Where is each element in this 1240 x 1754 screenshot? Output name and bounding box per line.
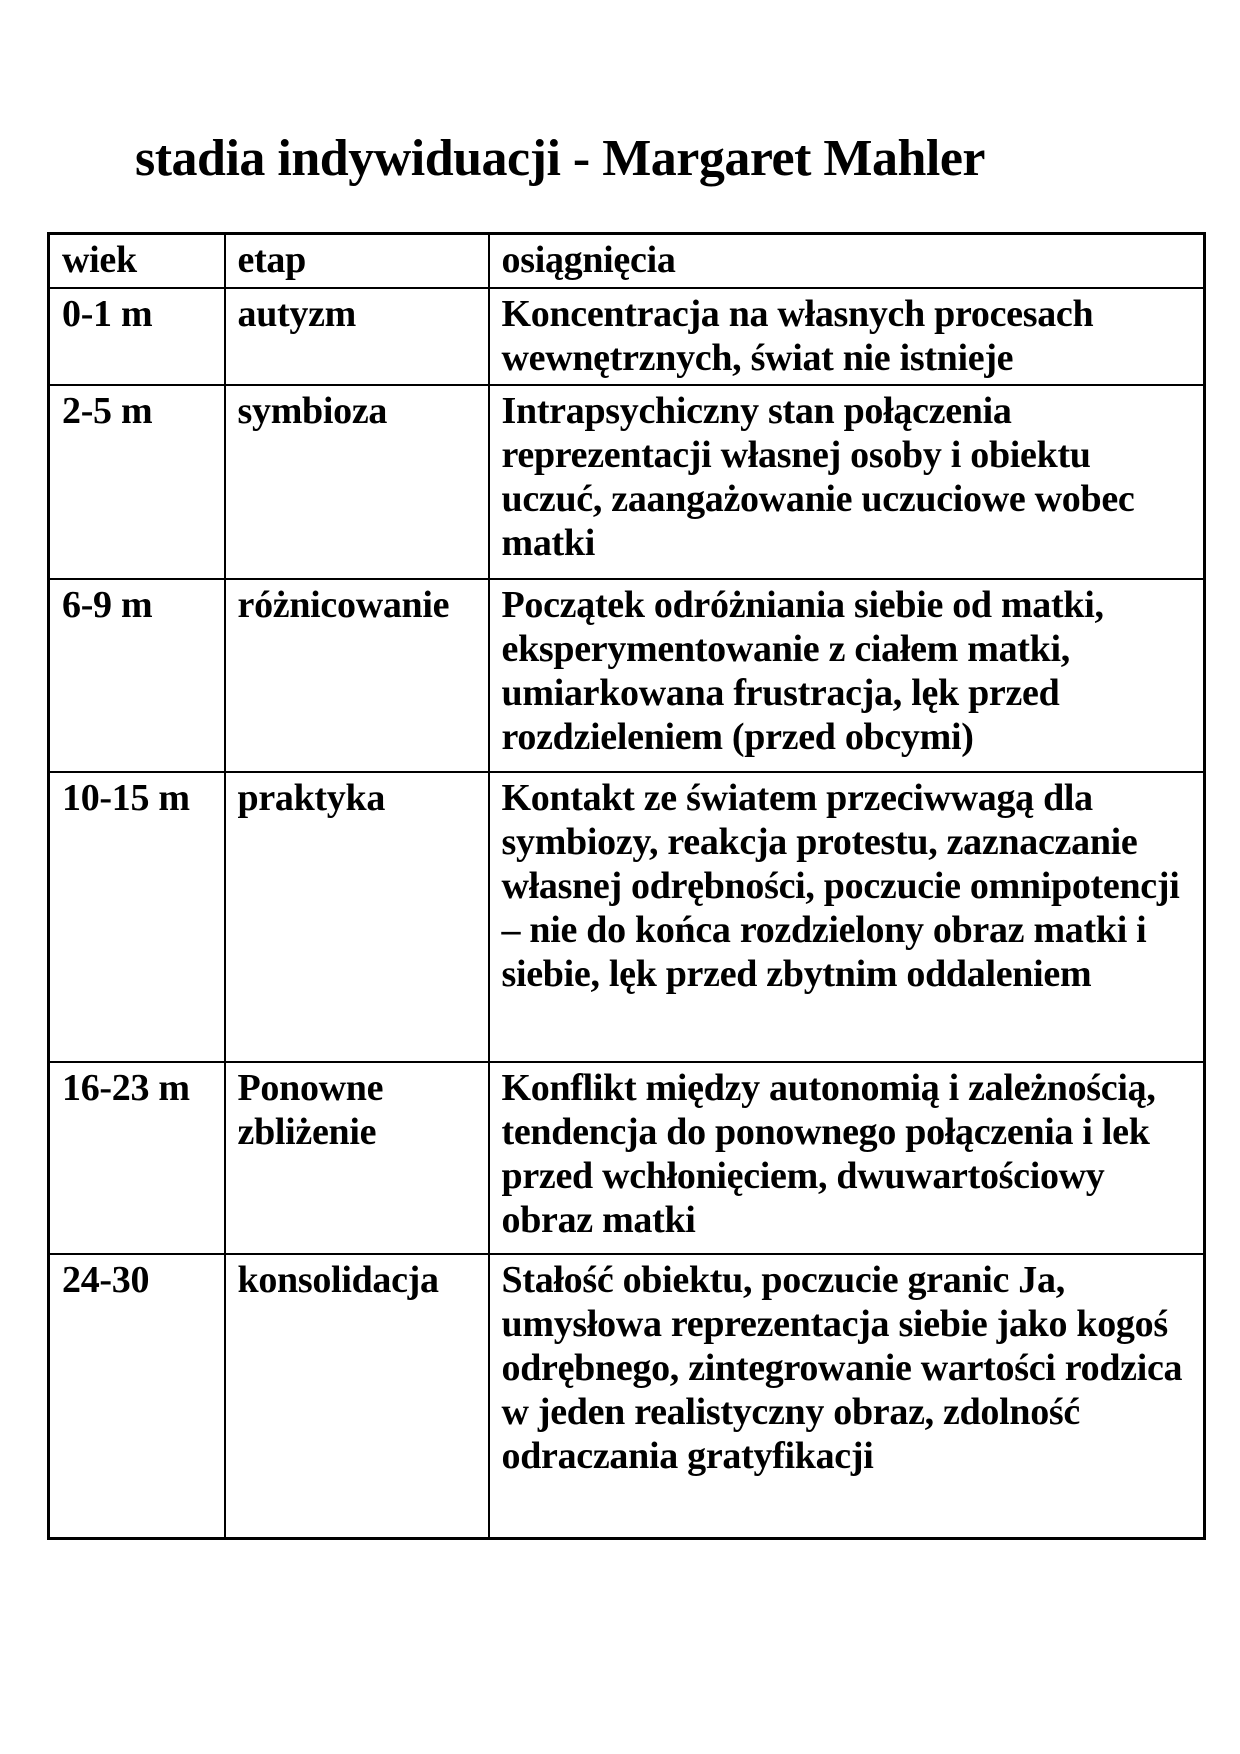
cell-osiagniecia: Kontakt ze światem przeciwwagą dla symbiozy, reakcja protestu, zaznaczanie własnej odrębności, poczucie omnipotencji – nie do końca rozdzielony obraz matki i siebie, lęk przed zbytnim oddaleniem — [489, 772, 1205, 1062]
cell-etap: autyzm — [225, 288, 489, 385]
cell-wiek: 10-15 m — [49, 772, 225, 1062]
cell-wiek: 0-1 m — [49, 288, 225, 385]
cell-etap: różnicowanie — [225, 579, 489, 772]
cell-etap: konsolidacja — [225, 1254, 489, 1539]
table-row — [49, 1254, 1205, 1539]
stages-table — [47, 232, 1206, 1540]
cell-wiek: 24-30 — [49, 1254, 225, 1539]
table-header-row — [49, 234, 1205, 288]
table-row — [49, 1062, 1205, 1254]
table-row — [49, 385, 1205, 579]
cell-etap: Ponowne zbliżenie — [225, 1062, 489, 1254]
table-row — [49, 288, 1205, 385]
column-header-wiek: wiek — [49, 234, 225, 288]
column-header-etap: etap — [225, 234, 489, 288]
cell-wiek: 2-5 m — [49, 385, 225, 579]
table-row — [49, 579, 1205, 772]
cell-osiagniecia: Początek odróżniania siebie od matki, eksperymentowanie z ciałem matki, umiarkowana frustracja, lęk przed rozdzieleniem (przed obcymi) — [489, 579, 1205, 772]
cell-osiagniecia: Konflikt między autonomią i zależnością, tendencja do ponownego połączenia i lek przed wchłonięciem, dwuwartościowy obraz matki — [489, 1062, 1205, 1254]
cell-osiagniecia: Intrapsychiczny stan połączenia reprezentacji własnej osoby i obiektu uczuć, zaangażowanie uczuciowe wobec matki — [489, 385, 1205, 579]
cell-wiek: 6-9 m — [49, 579, 225, 772]
cell-osiagniecia: Stałość obiektu, poczucie granic Ja, umysłowa reprezentacja siebie jako kogoś odrębnego, zintegrowanie wartości rodzica w jeden realistyczny obraz, zdolność odraczania gratyfikacji — [489, 1254, 1205, 1539]
page-title: stadia indywiduacji - Margaret Mahler — [135, 130, 986, 187]
cell-wiek: 16-23 m — [49, 1062, 225, 1254]
cell-etap: symbioza — [225, 385, 489, 579]
cell-etap: praktyka — [225, 772, 489, 1062]
cell-osiagniecia: Koncentracja na własnych procesach wewnętrznych, świat nie istnieje — [489, 288, 1205, 385]
column-header-osiagniecia: osiągnięcia — [489, 234, 1205, 288]
table-row — [49, 772, 1205, 1062]
